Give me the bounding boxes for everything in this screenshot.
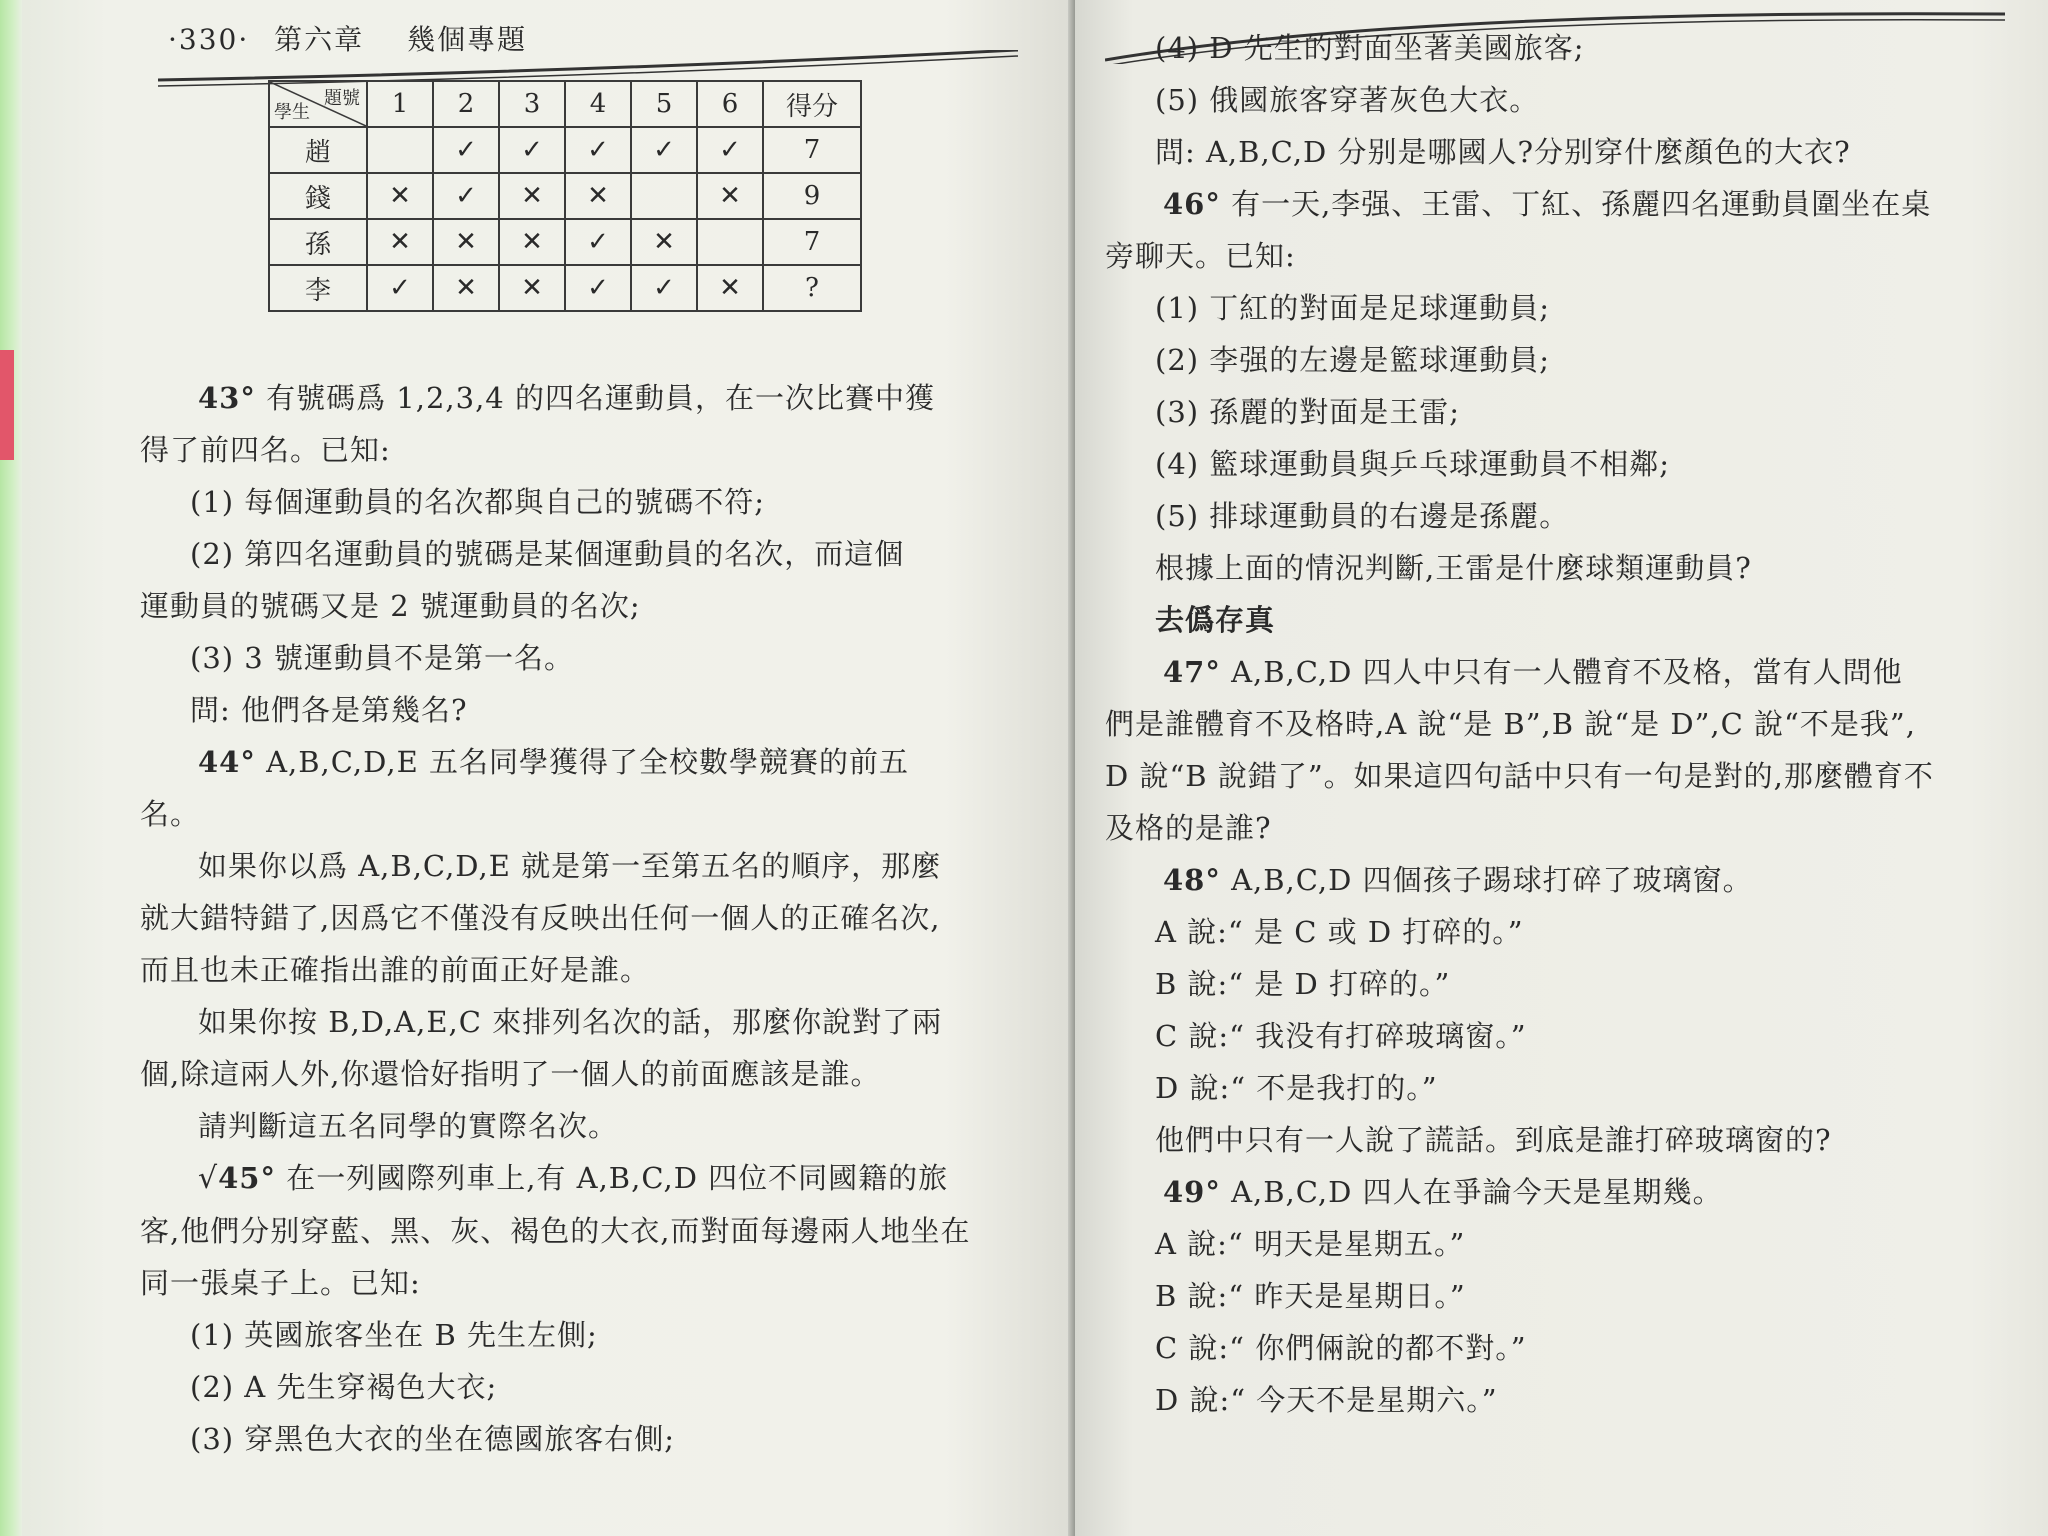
line-text: A,B,C,D 四人在爭論今天是星期幾。 xyxy=(1220,1175,1723,1209)
text-line xyxy=(1105,594,2025,646)
text-line xyxy=(140,1309,1040,1361)
line-text: (2) 第四名運動員的號碼是某個運動員的名次，而這個 xyxy=(190,537,905,571)
line-text: 就大錯特錯了,因爲它不僅没有反映出任何一個人的正確名次, xyxy=(140,901,941,935)
text-line xyxy=(1105,438,2025,490)
line-text: C 說:“ 你們倆說的都不對。” xyxy=(1155,1331,1527,1365)
line-text: A 說:“ 是 C 或 D 打碎的。” xyxy=(1155,915,1524,949)
line-text: 名。 xyxy=(140,797,201,831)
line-text: 問: A,B,C,D 分别是哪國人?分别穿什麼顏色的大衣? xyxy=(1155,135,1851,169)
problem-number: 46° xyxy=(1163,187,1221,221)
text-line xyxy=(1105,178,2025,230)
text-line xyxy=(140,892,1040,944)
answer-mark-cell xyxy=(367,127,433,173)
corner-bottom-label: 學生 xyxy=(274,102,310,123)
red-bookmark-tab xyxy=(0,350,14,460)
line-text: (2) A 先生穿褐色大衣; xyxy=(190,1370,498,1404)
line-text: A,B,C,D,E 五名同學獲得了全校數學競賽的前五 xyxy=(255,745,909,779)
text-line xyxy=(140,1361,1040,1413)
answer-mark-cell: ✕ xyxy=(631,219,697,265)
problem-number: 48° xyxy=(1163,863,1221,897)
answer-mark-cell: ✓ xyxy=(631,265,697,311)
table-column-header: 5 xyxy=(631,81,697,127)
line-text: 在一列國際列車上,有 A,B,C,D 四位不同國籍的旅 xyxy=(275,1161,949,1195)
problem-number: 44° xyxy=(198,745,256,779)
table-column-header: 4 xyxy=(565,81,631,127)
chapter-label: 第六章 xyxy=(274,23,365,56)
score-cell: 7 xyxy=(763,219,861,265)
text-line xyxy=(1105,646,2025,698)
line-text: 根據上面的情況判斷,王雷是什麼球類運動員? xyxy=(1155,551,1752,585)
text-line xyxy=(1105,958,2025,1010)
line-text: 客,他們分别穿藍、黑、灰、褐色的大衣,而對面每邊兩人地坐在 xyxy=(140,1214,971,1248)
text-line xyxy=(1105,282,2025,334)
line-text: B 說:“ 昨天是星期日。” xyxy=(1155,1279,1466,1313)
text-line xyxy=(1105,74,2025,126)
text-line xyxy=(140,944,1040,996)
score-cell: ? xyxy=(763,265,861,311)
answer-mark-cell: ✓ xyxy=(499,127,565,173)
table-column-header: 3 xyxy=(499,81,565,127)
text-line xyxy=(140,424,1040,476)
problem-number: 43° xyxy=(198,381,256,415)
text-line xyxy=(140,372,1040,424)
text-line xyxy=(140,1048,1040,1100)
problem-number: 49° xyxy=(1163,1175,1221,1209)
answer-mark-cell: ✕ xyxy=(565,173,631,219)
score-cell: 7 xyxy=(763,127,861,173)
table-row xyxy=(269,173,861,219)
text-line xyxy=(140,736,1040,788)
answer-mark-cell: ✓ xyxy=(631,127,697,173)
line-text: (4) 籃球運動員與乒乓球運動員不相鄰; xyxy=(1155,447,1671,481)
line-text: 去僞存真 xyxy=(1155,603,1276,637)
text-line xyxy=(140,840,1040,892)
text-line xyxy=(140,788,1040,840)
table-row xyxy=(269,127,861,173)
text-line xyxy=(1105,334,2025,386)
line-text: 問: 他們各是第幾名? xyxy=(190,693,468,727)
text-line xyxy=(1105,1062,2025,1114)
table-header-row xyxy=(269,81,861,127)
table-corner-cell xyxy=(269,81,367,127)
answer-mark-cell: ✓ xyxy=(565,127,631,173)
text-line xyxy=(140,1205,1040,1257)
line-text: 同一張桌子上。已知: xyxy=(140,1266,421,1300)
line-text: (3) 3 號運動員不是第一名。 xyxy=(190,641,574,675)
answer-mark-cell xyxy=(697,219,763,265)
answer-mark-cell: ✕ xyxy=(367,173,433,219)
student-name-cell: 趙 xyxy=(269,127,367,173)
text-line xyxy=(140,1152,1040,1205)
line-text: 如果你按 B,D,A,E,C 來排列名次的話，那麼你說對了兩 xyxy=(198,1005,943,1039)
line-text: (4) D 先生的對面坐著美國旅客; xyxy=(1155,31,1585,65)
answer-mark-cell: ✓ xyxy=(697,127,763,173)
table-column-header: 1 xyxy=(367,81,433,127)
text-line xyxy=(140,1257,1040,1309)
text-line xyxy=(1105,386,2025,438)
student-name-cell: 李 xyxy=(269,265,367,311)
answer-mark-cell: ✓ xyxy=(367,265,433,311)
right-page xyxy=(1075,0,2048,1536)
text-line xyxy=(1105,1270,2025,1322)
answer-mark-cell: ✓ xyxy=(565,265,631,311)
line-text: D 說:“ 不是我打的。” xyxy=(1155,1071,1438,1105)
text-line xyxy=(1105,542,2025,594)
text-line xyxy=(1105,126,2025,178)
line-text: D 說:“ 今天不是星期六。” xyxy=(1155,1383,1498,1417)
table-column-header: 2 xyxy=(433,81,499,127)
text-line xyxy=(140,632,1040,684)
text-line xyxy=(1105,698,2025,750)
text-line xyxy=(1105,1166,2025,1218)
line-text: (5) 俄國旅客穿著灰色大衣。 xyxy=(1155,83,1540,117)
answer-mark-cell: ✕ xyxy=(499,265,565,311)
page-number: ·330· xyxy=(168,23,250,56)
score-column-header: 得分 xyxy=(763,81,861,127)
table-row xyxy=(269,265,861,311)
answer-mark-cell: ✕ xyxy=(697,173,763,219)
line-text: (1) 丁紅的對面是足球運動員; xyxy=(1155,291,1551,325)
answer-mark-cell xyxy=(631,173,697,219)
line-text: 個,除這兩人外,你還恰好指明了一個人的前面應該是誰。 xyxy=(140,1057,881,1091)
line-text: 運動員的號碼又是 2 號運動員的名次; xyxy=(140,589,641,623)
text-line xyxy=(140,684,1040,736)
answer-mark-cell: ✕ xyxy=(433,265,499,311)
text-line xyxy=(1105,802,2025,854)
answer-mark-cell: ✓ xyxy=(433,127,499,173)
line-text: (3) 孫麗的對面是王雷; xyxy=(1155,395,1461,429)
score-cell: 9 xyxy=(763,173,861,219)
corner-top-label: 題號 xyxy=(324,88,360,109)
text-line xyxy=(1105,1322,2025,1374)
line-text: A,B,C,D 四人中只有一人體育不及格，當有人問他 xyxy=(1220,655,1903,689)
problem-number: 47° xyxy=(1163,655,1221,689)
line-text: 而且也未正確指出誰的前面正好是誰。 xyxy=(140,953,651,987)
line-text: 得了前四名。已知: xyxy=(140,433,391,467)
text-line xyxy=(140,1100,1040,1152)
text-line xyxy=(1105,1218,2025,1270)
text-line xyxy=(140,476,1040,528)
text-line xyxy=(1105,750,2025,802)
line-text: 有一天,李强、王雷、丁紅、孫麗四名運動員圍坐在桌 xyxy=(1220,187,1932,221)
page-edge-strip xyxy=(0,0,22,1536)
text-line xyxy=(1105,1010,2025,1062)
left-page-body xyxy=(140,372,1040,1465)
table-column-header: 6 xyxy=(697,81,763,127)
line-text: 們是誰體育不及格時,A 說“是 B”,B 說“是 D”,C 說“不是我”, xyxy=(1105,707,1916,741)
answer-mark-cell: ✕ xyxy=(433,219,499,265)
line-text: (5) 排球運動員的右邊是孫麗。 xyxy=(1155,499,1570,533)
answer-mark-cell: ✕ xyxy=(499,219,565,265)
answer-mark-cell: ✕ xyxy=(367,219,433,265)
line-text: 他們中只有一人說了謊話。到底是誰打碎玻璃窗的? xyxy=(1155,1123,1832,1157)
chapter-title: 幾個專題 xyxy=(407,23,528,56)
text-line xyxy=(140,996,1040,1048)
text-line xyxy=(1105,230,2025,282)
text-line xyxy=(1105,1114,2025,1166)
answer-mark-cell: ✓ xyxy=(565,219,631,265)
table-row xyxy=(269,219,861,265)
text-line xyxy=(140,1413,1040,1465)
answer-mark-cell: ✕ xyxy=(499,173,565,219)
text-line xyxy=(1105,490,2025,542)
line-text: A 說:“ 明天是星期五。” xyxy=(1155,1227,1466,1261)
text-line xyxy=(140,528,1040,580)
text-line xyxy=(1105,1374,2025,1426)
score-table xyxy=(268,80,862,312)
text-line xyxy=(1105,906,2025,958)
handwritten-check-mark: √ xyxy=(198,1161,219,1196)
line-text: 如果你以爲 A,B,C,D,E 就是第一至第五名的順序，那麼 xyxy=(198,849,942,883)
line-text: (1) 每個運動員的名次都與自己的號碼不符; xyxy=(190,485,766,519)
line-text: (2) 李强的左邊是籃球運動員; xyxy=(1155,343,1551,377)
line-text: A,B,C,D 四個孩子踢球打碎了玻璃窗。 xyxy=(1220,863,1753,897)
text-line xyxy=(1105,854,2025,906)
student-name-cell: 孫 xyxy=(269,219,367,265)
line-text: 及格的是誰? xyxy=(1105,811,1272,845)
line-text: D 說“B 說錯了”。如果這四句話中只有一句是對的,那麼體育不 xyxy=(1105,759,1934,793)
line-text: B 說:“ 是 D 打碎的。” xyxy=(1155,967,1451,1001)
line-text: (3) 穿黑色大衣的坐在德國旅客右側; xyxy=(190,1422,676,1456)
student-name-cell: 錢 xyxy=(269,173,367,219)
problem-number: 45° xyxy=(218,1161,276,1195)
answer-mark-cell: ✓ xyxy=(433,173,499,219)
text-line xyxy=(1105,22,2025,74)
line-text: 有號碼爲 1,2,3,4 的四名運動員，在一次比賽中獲 xyxy=(255,381,935,415)
line-text: (1) 英國旅客坐在 B 先生左側; xyxy=(190,1318,598,1352)
line-text: 請判斷這五名同學的實際名次。 xyxy=(198,1109,619,1143)
answer-mark-cell: ✕ xyxy=(697,265,763,311)
line-text: C 說:“ 我没有打碎玻璃窗。” xyxy=(1155,1019,1527,1053)
right-page-body xyxy=(1105,22,2025,1426)
text-line xyxy=(140,580,1040,632)
line-text: 旁聊天。已知: xyxy=(1105,239,1296,273)
